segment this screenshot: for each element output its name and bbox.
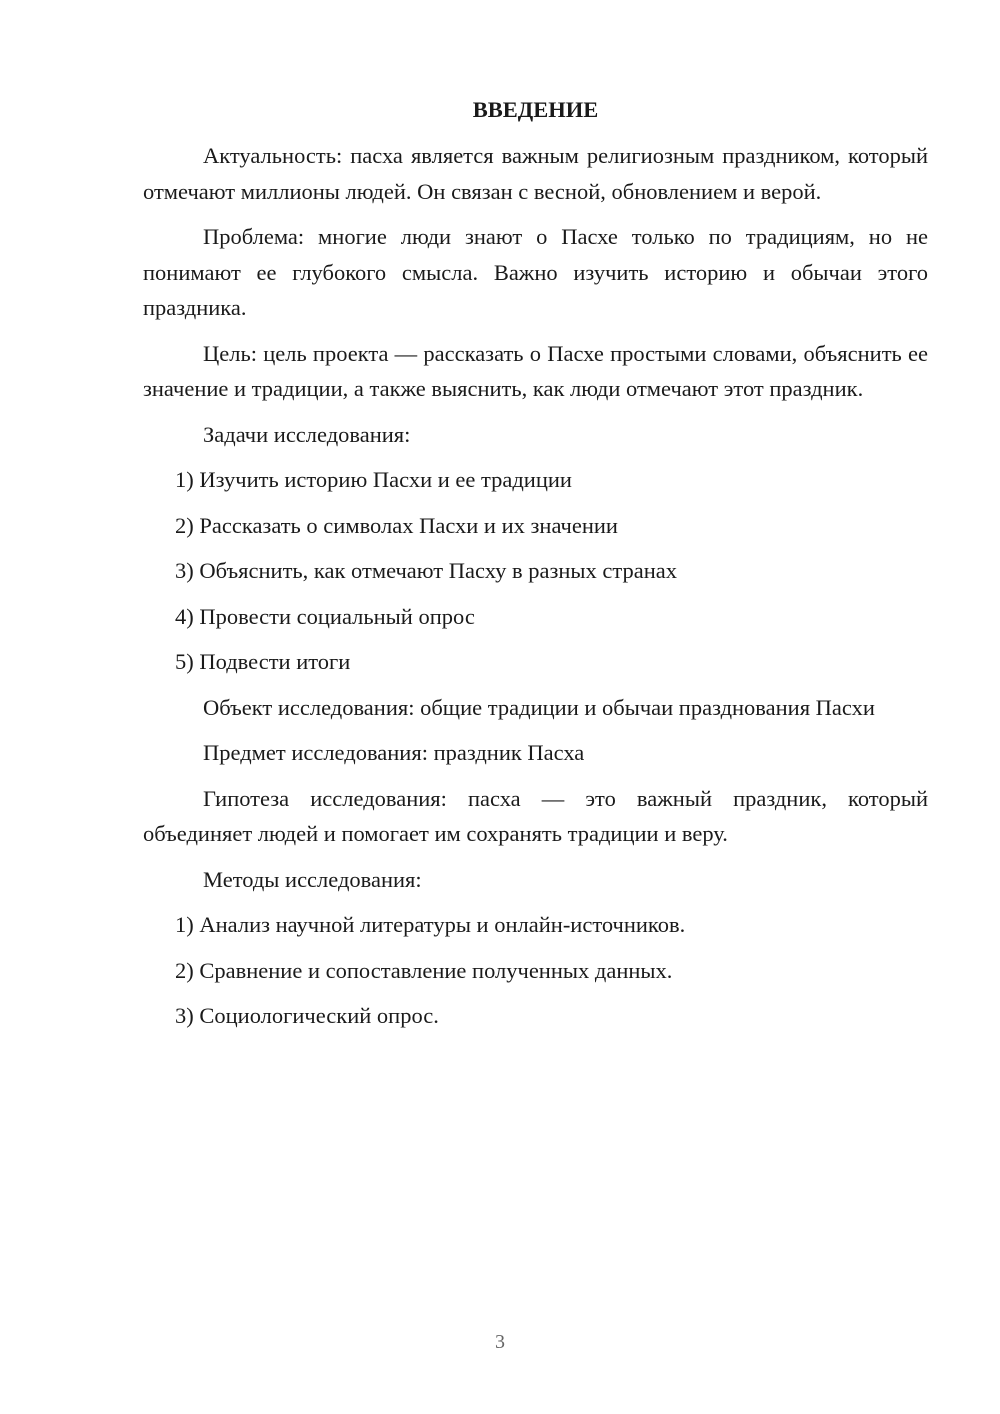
list-item-text: Социологический опрос. xyxy=(199,1003,439,1028)
list-item-number: 3) xyxy=(175,558,194,583)
list-item-number: 4) xyxy=(175,603,194,629)
page-number: 3 xyxy=(495,1331,505,1353)
list-item xyxy=(143,599,928,635)
relevance-paragraph: Актуальность: пасха является важным религиозным праздником, который отмечают миллионы людей. Он связан с весной, обновлением и верой. xyxy=(143,143,928,204)
methods-heading: Методы исследования: xyxy=(203,866,422,892)
list-item xyxy=(143,462,928,498)
goal-paragraph: Цель: цель проекта — рассказать о Пасхе простыми словами, объяснить ее значение и традиции, а также выяснить, как люди отмечают этот праздник. xyxy=(143,340,928,401)
list-item-text: Сравнение и сопоставление полученных данных. xyxy=(199,957,673,983)
list-item-text: Изучить историю Пасхи и ее традиции xyxy=(199,467,572,492)
tasks-heading: Задачи исследования: xyxy=(203,421,411,447)
list-item-text: Анализ научной литературы и онлайн-источников. xyxy=(199,912,686,937)
list-item xyxy=(143,508,928,544)
list-item-number: 3) xyxy=(175,1003,194,1028)
subject-paragraph: Предмет исследования: праздник Пасха xyxy=(203,740,585,765)
page-title: ВВЕДЕНИЕ xyxy=(472,97,599,122)
object-paragraph: Объект исследования: общие традиции и обычаи празднования Пасхи xyxy=(203,694,875,720)
list-item-text: Объяснить, как отмечают Пасху в разных странах xyxy=(199,558,677,583)
list-item-text: Подвести итоги xyxy=(199,649,351,674)
list-item-number: 2) xyxy=(175,957,194,983)
list-item xyxy=(143,953,928,989)
list-item-text: Рассказать о символах Пасхи и их значении xyxy=(199,512,618,538)
list-item xyxy=(143,907,928,943)
list-item xyxy=(143,644,928,680)
list-item-number: 5) xyxy=(175,649,194,674)
problem-paragraph: Проблема: многие люди знают о Пасхе только по традициям, но не понимают ее глубокого смысла. Важно изучить историю и обычаи этого праздника. xyxy=(143,224,928,320)
tasks-list xyxy=(143,462,928,680)
list-item-text: Провести социальный опрос xyxy=(199,603,475,629)
list-item xyxy=(143,998,928,1034)
list-item-number: 1) xyxy=(175,912,194,937)
list-item-number: 1) xyxy=(175,467,194,492)
list-item xyxy=(143,553,928,589)
methods-list xyxy=(143,907,928,1034)
hypothesis-paragraph: Гипотеза исследования: пасха — это важный праздник, который объединяет людей и помогает им сохранять традиции и веру. xyxy=(143,785,928,846)
list-item-number: 2) xyxy=(175,512,194,538)
document-page xyxy=(143,92,928,1044)
